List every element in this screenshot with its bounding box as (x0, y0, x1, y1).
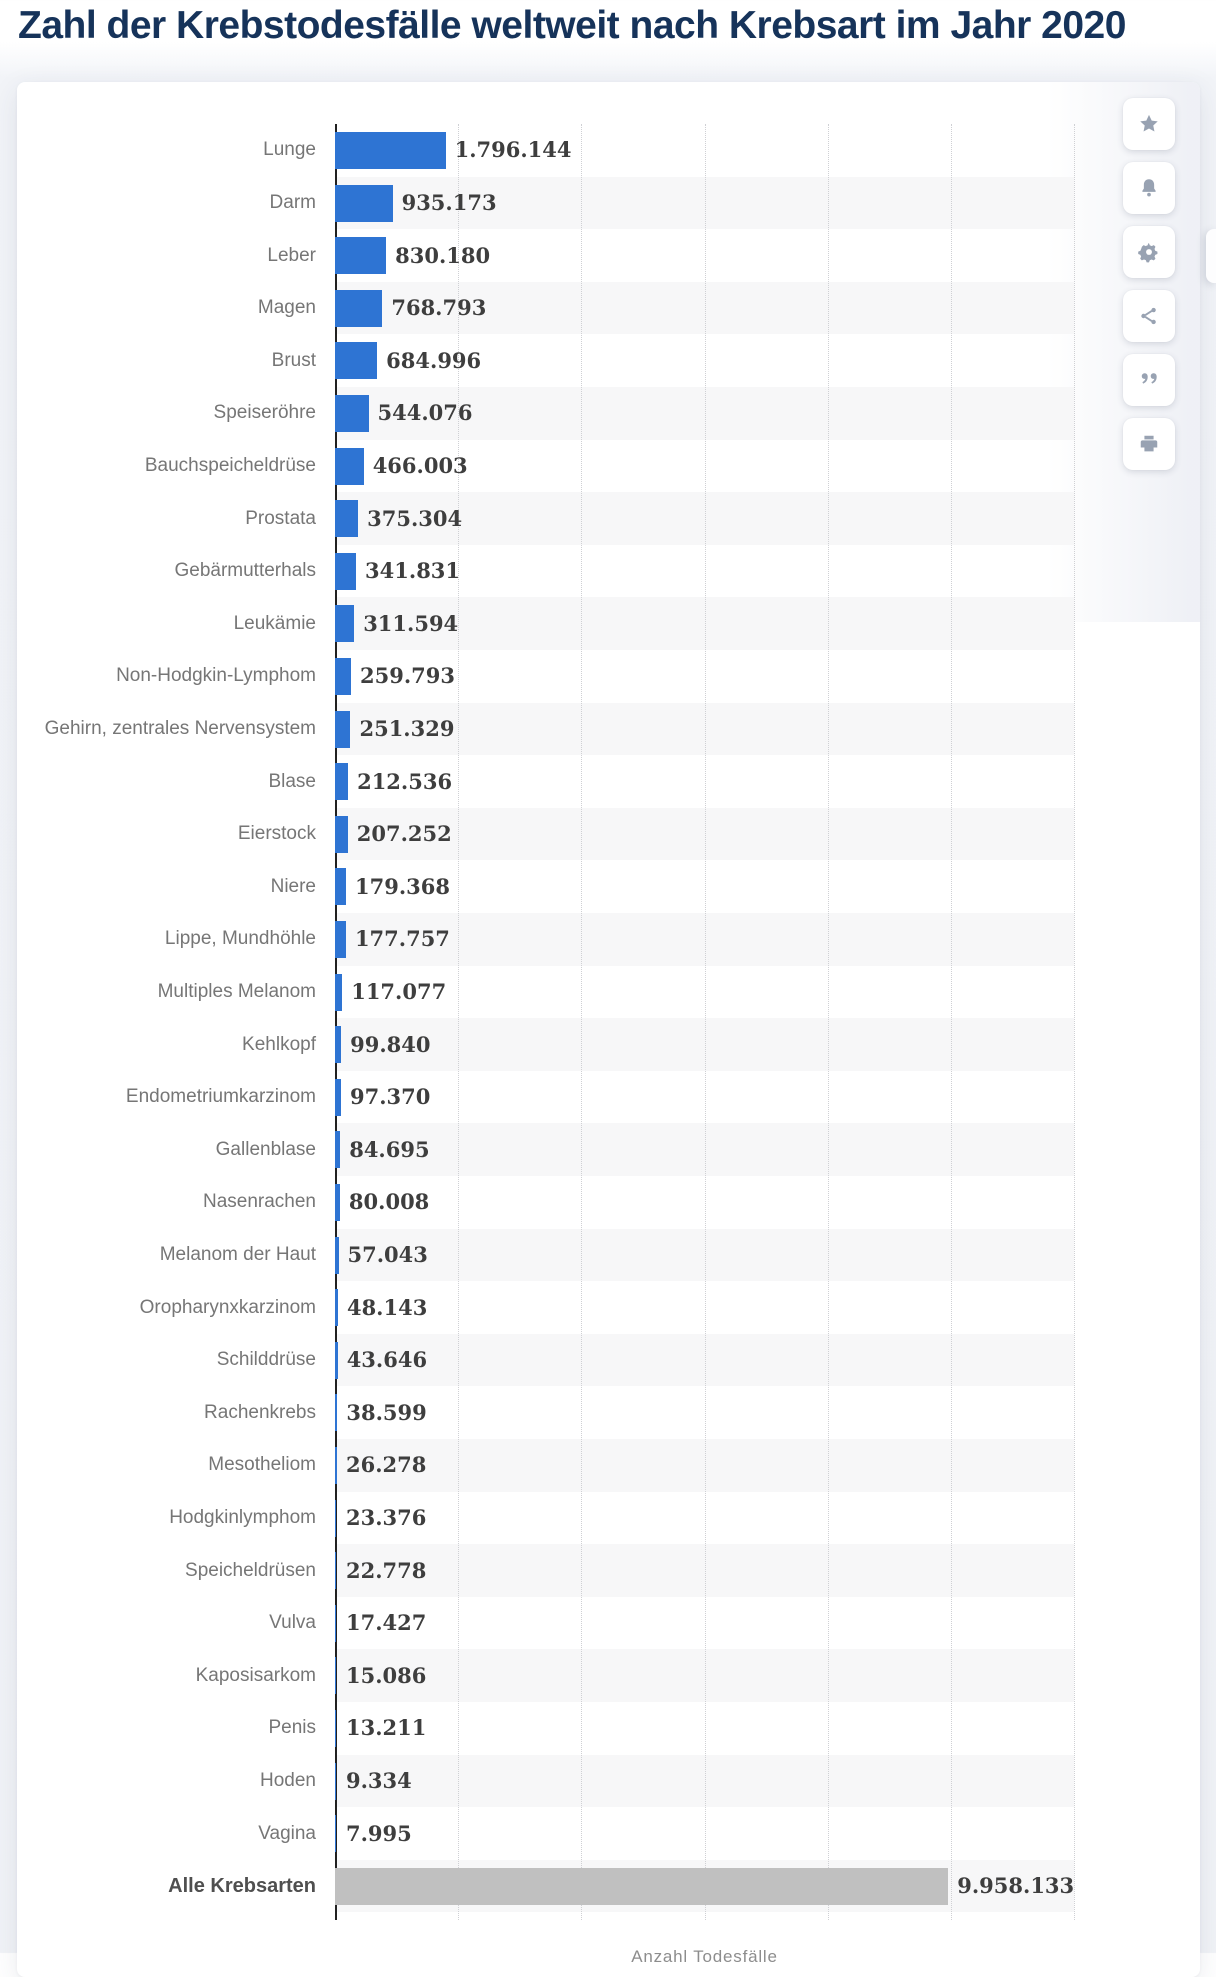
category-label: Gehirn, zentrales Nervensystem (21, 718, 316, 740)
category-label: Kaposisarkom (21, 1665, 316, 1687)
value-label: 43.646 (347, 1347, 427, 1372)
chart-card (17, 82, 1200, 1977)
category-label: Vulva (21, 1612, 316, 1634)
category-label: Hodgkinlymphom (21, 1507, 316, 1529)
value-label: 22.778 (346, 1558, 426, 1583)
value-label: 17.427 (346, 1610, 426, 1635)
bell-icon (1138, 177, 1160, 199)
value-label: 97.370 (350, 1084, 430, 1109)
bar[interactable] (335, 1026, 341, 1063)
category-label: Non-Hodgkin-Lymphom (21, 665, 316, 687)
bar[interactable] (335, 711, 350, 748)
edge-widget[interactable] (1206, 229, 1216, 283)
value-label: 26.278 (346, 1452, 426, 1477)
bar[interactable] (335, 1131, 340, 1168)
bar[interactable] (335, 448, 364, 485)
bar[interactable] (335, 1184, 340, 1221)
bar[interactable] (335, 605, 354, 642)
category-label: Melanom der Haut (21, 1244, 316, 1266)
gridline (828, 124, 829, 1920)
category-label: Lunge (21, 139, 316, 161)
bar[interactable] (335, 974, 342, 1011)
value-label: 48.143 (347, 1295, 427, 1320)
value-label: 179.368 (355, 874, 450, 899)
value-label: 1.796.144 (455, 137, 572, 162)
bar[interactable] (335, 1552, 336, 1589)
value-label: 23.376 (346, 1505, 426, 1530)
value-label: 99.840 (350, 1032, 430, 1057)
gridline (458, 124, 459, 1920)
bar[interactable] (335, 1079, 341, 1116)
y-axis-line (335, 124, 337, 1920)
category-label: Mesotheliom (21, 1454, 316, 1476)
category-label: Lippe, Mundhöhle (21, 928, 316, 950)
bar[interactable] (335, 921, 346, 958)
star-icon (1138, 113, 1160, 135)
total-bar[interactable] (335, 1868, 948, 1905)
category-label: Niere (21, 876, 316, 898)
value-label: 84.695 (349, 1137, 429, 1162)
gridline (705, 124, 706, 1920)
quote-icon (1138, 369, 1160, 391)
bar[interactable] (335, 1394, 337, 1431)
value-label: 830.180 (395, 243, 490, 268)
bar[interactable] (335, 1237, 339, 1274)
bar[interactable] (335, 1763, 336, 1800)
category-label: Schilddrüse (21, 1349, 316, 1371)
bar[interactable] (335, 1342, 338, 1379)
bar-chart (17, 82, 1200, 1977)
value-label: 341.831 (365, 558, 460, 583)
notifications-button[interactable] (1123, 162, 1175, 214)
bar[interactable] (335, 553, 356, 590)
value-label: 544.076 (378, 400, 473, 425)
bar[interactable] (335, 816, 348, 853)
value-label: 9.958.133 (957, 1873, 1074, 1898)
category-label: Penis (21, 1717, 316, 1739)
bar[interactable] (335, 1447, 337, 1484)
value-label: 117.077 (351, 979, 446, 1004)
bar[interactable] (335, 395, 369, 432)
bar[interactable] (335, 132, 446, 169)
favorite-button[interactable] (1123, 98, 1175, 150)
value-label: 207.252 (357, 821, 452, 846)
value-label: 684.996 (386, 348, 481, 373)
bar[interactable] (335, 1289, 338, 1326)
value-label: 768.793 (391, 295, 486, 320)
bar[interactable] (335, 658, 351, 695)
value-label: 15.086 (346, 1663, 426, 1688)
category-label: Oropharynxkarzinom (21, 1297, 316, 1319)
value-label: 251.329 (359, 716, 454, 741)
value-label: 57.043 (348, 1242, 428, 1267)
category-label: Multiples Melanom (21, 981, 316, 1003)
category-label: Endometriumkarzinom (21, 1086, 316, 1108)
bar[interactable] (335, 1500, 336, 1537)
category-label: Leber (21, 245, 316, 267)
value-label: 466.003 (373, 453, 468, 478)
category-label: Blase (21, 771, 316, 793)
category-label: Eierstock (21, 823, 316, 845)
share-button[interactable] (1123, 290, 1175, 342)
value-label: 7.995 (346, 1821, 412, 1846)
value-label: 80.008 (349, 1189, 429, 1214)
category-label: Rachenkrebs (21, 1402, 316, 1424)
category-label: Kehlkopf (21, 1034, 316, 1056)
bar[interactable] (335, 237, 386, 274)
share-icon (1138, 305, 1160, 327)
bar[interactable] (335, 342, 377, 379)
gridline (951, 124, 952, 1920)
category-label: Speiseröhre (21, 402, 316, 424)
value-label: 177.757 (355, 926, 450, 951)
category-label: Gallenblase (21, 1139, 316, 1161)
value-label: 13.211 (346, 1715, 426, 1740)
gridline (581, 124, 582, 1920)
bar[interactable] (335, 185, 393, 222)
print-button[interactable] (1123, 418, 1175, 470)
bar[interactable] (335, 500, 358, 537)
cite-button[interactable] (1123, 354, 1175, 406)
value-label: 259.793 (360, 663, 455, 688)
category-label: Brust (21, 350, 316, 372)
bar[interactable] (335, 1710, 336, 1747)
category-label: Nasenrachen (21, 1191, 316, 1213)
value-label: 935.173 (402, 190, 497, 215)
value-label: 9.334 (346, 1768, 412, 1793)
category-label: Gebärmutterhals (21, 560, 316, 582)
settings-button[interactable] (1123, 226, 1175, 278)
page-title: Zahl der Krebstodesfälle weltweit nach Krebsart im Jahr 2020 (18, 2, 1208, 51)
x-axis-label: Anzahl Todesfälle (335, 1947, 1074, 1967)
value-label: 38.599 (346, 1400, 426, 1425)
category-label: Darm (21, 192, 316, 214)
value-label: 375.304 (367, 506, 462, 531)
gridline (1074, 124, 1075, 1920)
category-label: Alle Krebsarten (21, 1875, 316, 1898)
value-label: 212.536 (357, 769, 452, 794)
category-label: Leukämie (21, 613, 316, 635)
bar[interactable] (335, 1657, 336, 1694)
category-label: Hoden (21, 1770, 316, 1792)
bar[interactable] (335, 1605, 336, 1642)
bar[interactable] (335, 290, 382, 327)
category-label: Magen (21, 297, 316, 319)
value-label: 311.594 (363, 611, 458, 636)
printer-icon (1138, 433, 1160, 455)
category-label: Prostata (21, 508, 316, 530)
category-label: Bauchspeicheldrüse (21, 455, 316, 477)
bar[interactable] (335, 868, 346, 905)
bar[interactable] (335, 763, 348, 800)
category-label: Vagina (21, 1823, 316, 1845)
category-label: Speicheldrüsen (21, 1560, 316, 1582)
gear-icon (1138, 241, 1160, 263)
